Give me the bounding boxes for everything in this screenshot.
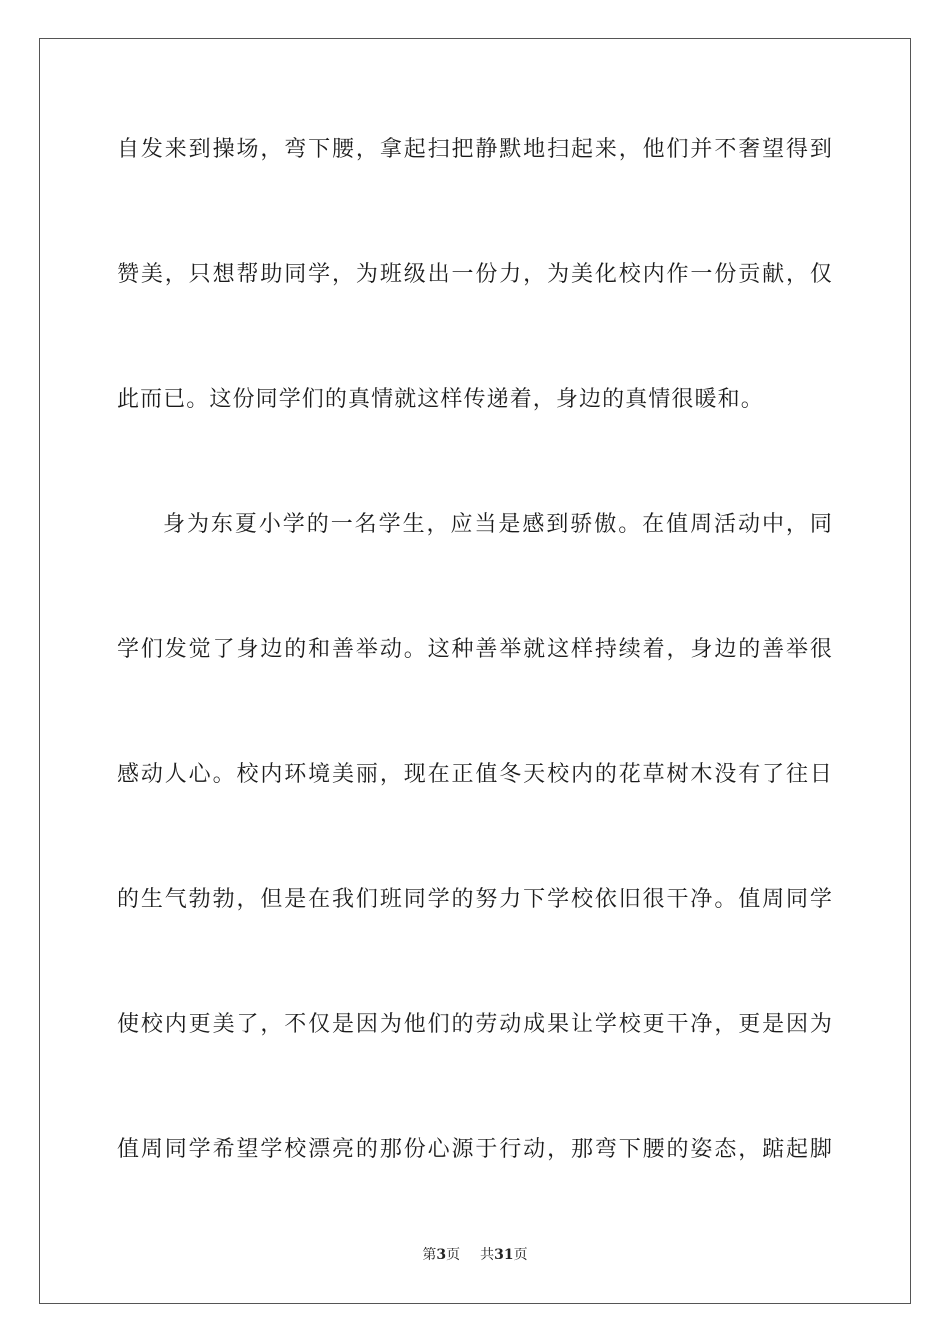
page-footer [0, 1245, 950, 1265]
text-line-6: 感动人心。校内环境美丽，现在正值冬天校内的花草树木没有了往日 [117, 762, 833, 787]
text-line-5: 学们发觉了身边的和善举动。这种善举就这样持续着，身边的善举很 [117, 637, 833, 662]
total-pages-label: 共31页 [480, 1247, 528, 1263]
text-line-9: 值周同学希望学校漂亮的那份心源于行动，那弯下腰的姿态，踮起脚 [117, 1137, 833, 1162]
current-page-number: 3 [436, 1247, 447, 1263]
text-line-1: 自发来到操场，弯下腰，拿起扫把静默地扫起来，他们并不奢望得到 [117, 137, 833, 162]
total-page-count: 31 [494, 1247, 514, 1263]
text-line-7: 的生气勃勃，但是在我们班同学的努力下学校依旧很干净。值周同学 [117, 887, 833, 912]
page-number-label: 第3页 [422, 1247, 461, 1263]
text-line-3: 此而已。这份同学们的真情就这样传递着，身边的真情很暖和。 [117, 387, 764, 412]
text-line-4: 身为东夏小学的一名学生，应当是感到骄傲。在值周活动中，同 [163, 512, 833, 537]
text-line-8: 使校内更美了，不仅是因为他们的劳动成果让学校更干净，更是因为 [117, 1012, 833, 1037]
document-body [117, 0, 833, 1300]
text-line-2: 赞美，只想帮助同学，为班级出一份力，为美化校内作一份贡献，仅 [117, 262, 833, 287]
